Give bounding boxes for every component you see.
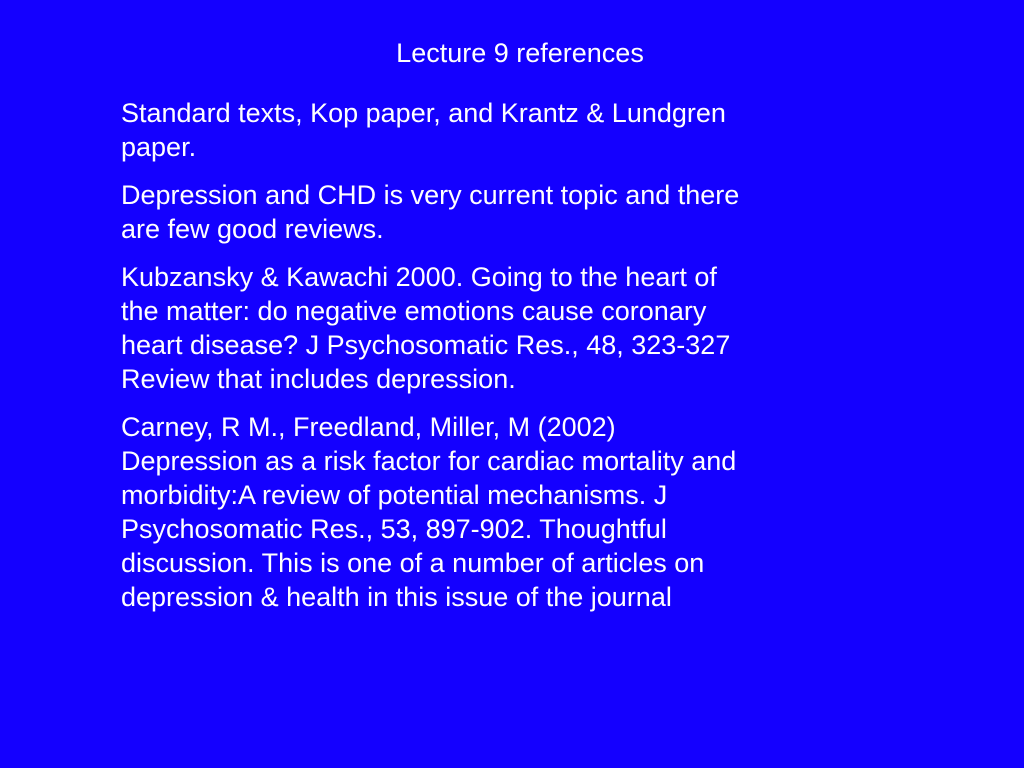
slide-body [121,96,921,628]
slide-title: Lecture 9 references [396,38,644,68]
paragraph-carney-reference: Carney, R M., Freedland, Miller, M (2002) Depression as a risk factor for cardiac mortality and morbidity:A review of potential mechanisms. J Psychosomatic Res., 53, 897-902. Thoughtful discussion. This is one of a number of articles on depression & health in this issue of the journal [121,412,737,612]
paragraph-depression-chd: Depression and CHD is very current topic and there are few good reviews. [121,180,740,244]
paragraph-standard-texts: Standard texts, Kop paper, and Krantz & Lundgren paper. [121,98,726,162]
paragraph-kubzansky-reference: Kubzansky & Kawachi 2000. Going to the heart of the matter: do negative emotions cause coronary heart disease? J Psychosomatic Res., 48, 323-327 Review that includes depression. [121,262,731,394]
